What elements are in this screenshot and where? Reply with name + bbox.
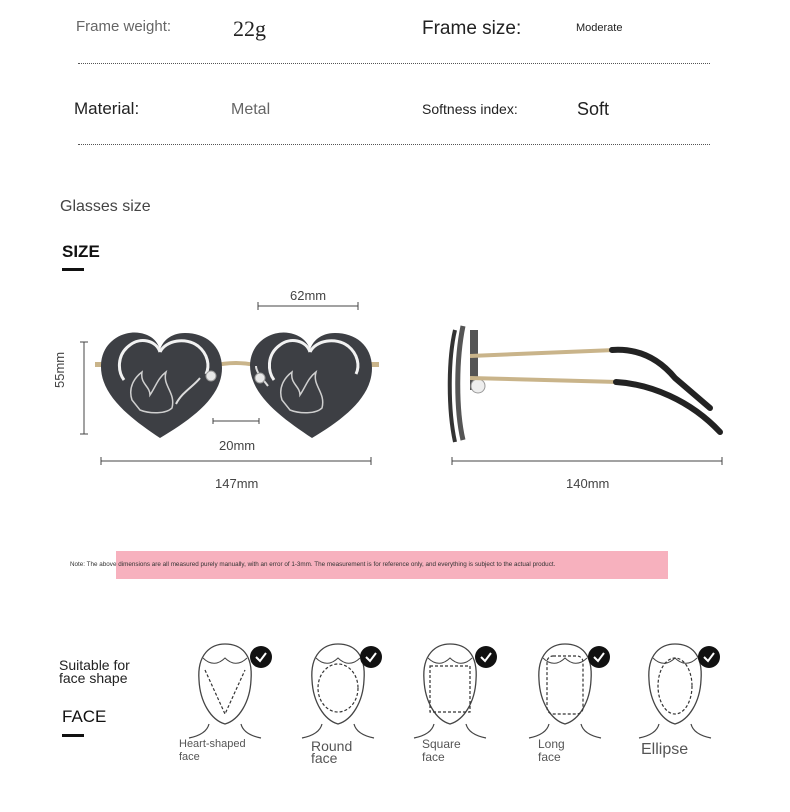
lens-width-label: 62mm xyxy=(290,288,327,303)
size-heading: SIZE xyxy=(62,242,100,261)
face-shape-label: Square face xyxy=(422,737,461,764)
bridge-width-label: 20mm xyxy=(219,438,256,453)
softness-value: Soft xyxy=(577,99,610,119)
check-icon xyxy=(698,646,720,668)
suitable-line2: face shape xyxy=(59,670,128,686)
glasses-front-diagram xyxy=(55,285,405,495)
check-icon xyxy=(250,646,272,668)
lens-height-label: 55mm xyxy=(52,351,67,388)
frame-weight-value: 22g xyxy=(233,16,266,41)
frame-size-value: Moderate xyxy=(576,22,623,34)
divider xyxy=(78,144,710,145)
face-shape-label: Heart-shaped face xyxy=(179,738,246,763)
divider xyxy=(78,63,710,64)
softness-label: Softness index: xyxy=(422,101,518,117)
heading-underline xyxy=(62,268,84,271)
material-value: Metal xyxy=(231,101,271,118)
heading-underline xyxy=(62,734,84,737)
face-shape-label: Long face xyxy=(538,737,565,764)
check-icon xyxy=(588,646,610,668)
face-shape-label: Ellipse xyxy=(641,741,689,758)
glasses-side-diagram xyxy=(440,320,740,470)
face-shape-label: Round face xyxy=(311,738,353,766)
check-icon xyxy=(360,646,382,668)
check-icon xyxy=(475,646,497,668)
suitable-line1: Suitable for xyxy=(59,657,130,673)
glasses-size-title: Glasses size xyxy=(60,198,151,215)
frame-weight-label: Frame weight: xyxy=(76,18,172,35)
frame-size-label: Frame size: xyxy=(422,18,522,39)
total-width-label: 147mm xyxy=(215,476,259,491)
temple-length-label: 140mm xyxy=(566,476,610,491)
material-label: Material: xyxy=(74,99,140,118)
face-heading: FACE xyxy=(62,707,107,726)
measurement-note: Note: The above dimensions are all measured purely manually, with an error of 1-3mm. The measurement is for reference only, and everything is subject to the actual product. xyxy=(70,561,556,568)
